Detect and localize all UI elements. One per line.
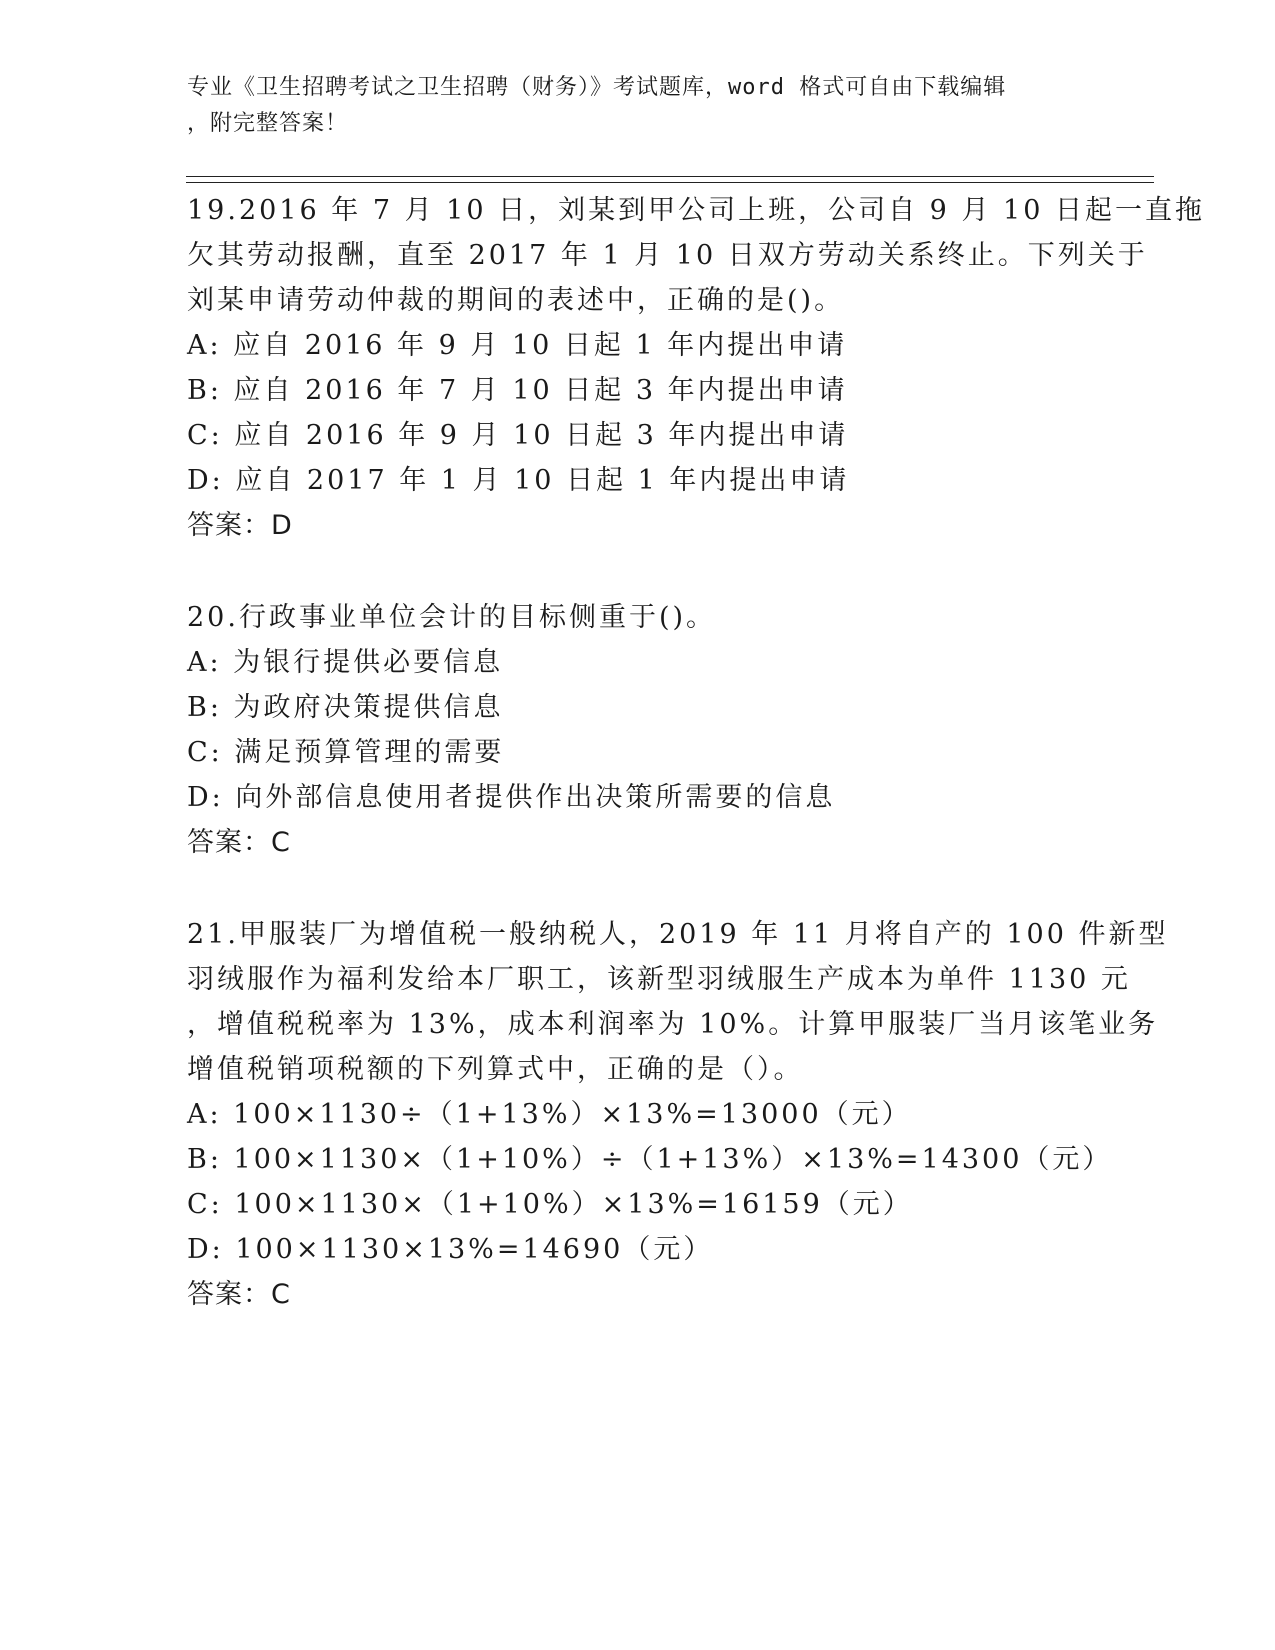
- question-stem-line: 19.2016 年 7 月 10 日，刘某到甲公司上班，公司自 9 月 10 日起一直拖: [187, 195, 1205, 226]
- option-b: B: 为政府决策提供信息: [187, 692, 504, 723]
- answer-label: 答案：C: [187, 1279, 291, 1310]
- question-list: [187, 188, 1205, 1364]
- question-stem-line: 增值税销项税额的下列算式中，正确的是（）。: [187, 1054, 804, 1085]
- question-20: [187, 595, 1087, 866]
- question-stem-line: 20.行政事业单位会计的目标侧重于()。: [187, 602, 717, 633]
- option-a: A: 应自 2016 年 9 月 10 日起 1 年内提出申请: [187, 330, 848, 361]
- question-stem-line: ，增值税税率为 13%，成本利润率为 10%。计算甲服装厂当月该笔业务: [187, 1009, 1159, 1040]
- option-c: C: 应自 2016 年 9 月 10 日起 3 年内提出申请: [187, 420, 849, 451]
- question-21: [187, 912, 1169, 1318]
- answer-label: 答案：D: [187, 510, 293, 541]
- option-c: C: 100×1130×（1+10%）×13%=16159（元）: [187, 1189, 913, 1220]
- option-d: D: 应自 2017 年 1 月 10 日起 1 年内提出申请: [187, 465, 850, 496]
- header-divider-bottom: [186, 182, 1154, 183]
- option-b: B: 应自 2016 年 7 月 10 日起 3 年内提出申请: [187, 375, 848, 406]
- question-stem-line: 欠其劳动报酬，直至 2017 年 1 月 10 日双方劳动关系终止。下列关于: [187, 240, 1148, 271]
- option-c: C: 满足预算管理的需要: [187, 737, 505, 768]
- option-a: A: 100×1130÷（1+13%）×13%=13000（元）: [187, 1099, 912, 1130]
- option-d: D: 向外部信息使用者提供作出决策所需要的信息: [187, 782, 836, 813]
- document-header: [187, 70, 1067, 142]
- option-b: B: 100×1130×（1+10%）÷（1+13%）×13%=14300（元）: [187, 1144, 1113, 1175]
- answer-label: 答案：C: [187, 827, 291, 858]
- option-a: A: 为银行提供必要信息: [187, 647, 504, 678]
- question-stem-line: 羽绒服作为福利发给本厂职工，该新型羽绒服生产成本为单件 1130 元: [187, 964, 1131, 995]
- header-line-2: ，附完整答案！: [187, 111, 349, 136]
- header-divider-top: [186, 176, 1154, 177]
- question-stem-line: 21.甲服装厂为增值税一般纳税人，2019 年 11 月将自产的 100 件新型: [187, 919, 1169, 950]
- question-19: [187, 188, 1205, 549]
- option-d: D: 100×1130×13%=14690（元）: [187, 1234, 714, 1265]
- header-line-1: 专业《卫生招聘考试之卫生招聘（财务）》考试题库，word 格式可自由下载编辑: [187, 75, 1007, 100]
- question-stem-line: 刘某申请劳动仲裁的期间的表述中，正确的是()。: [187, 285, 845, 316]
